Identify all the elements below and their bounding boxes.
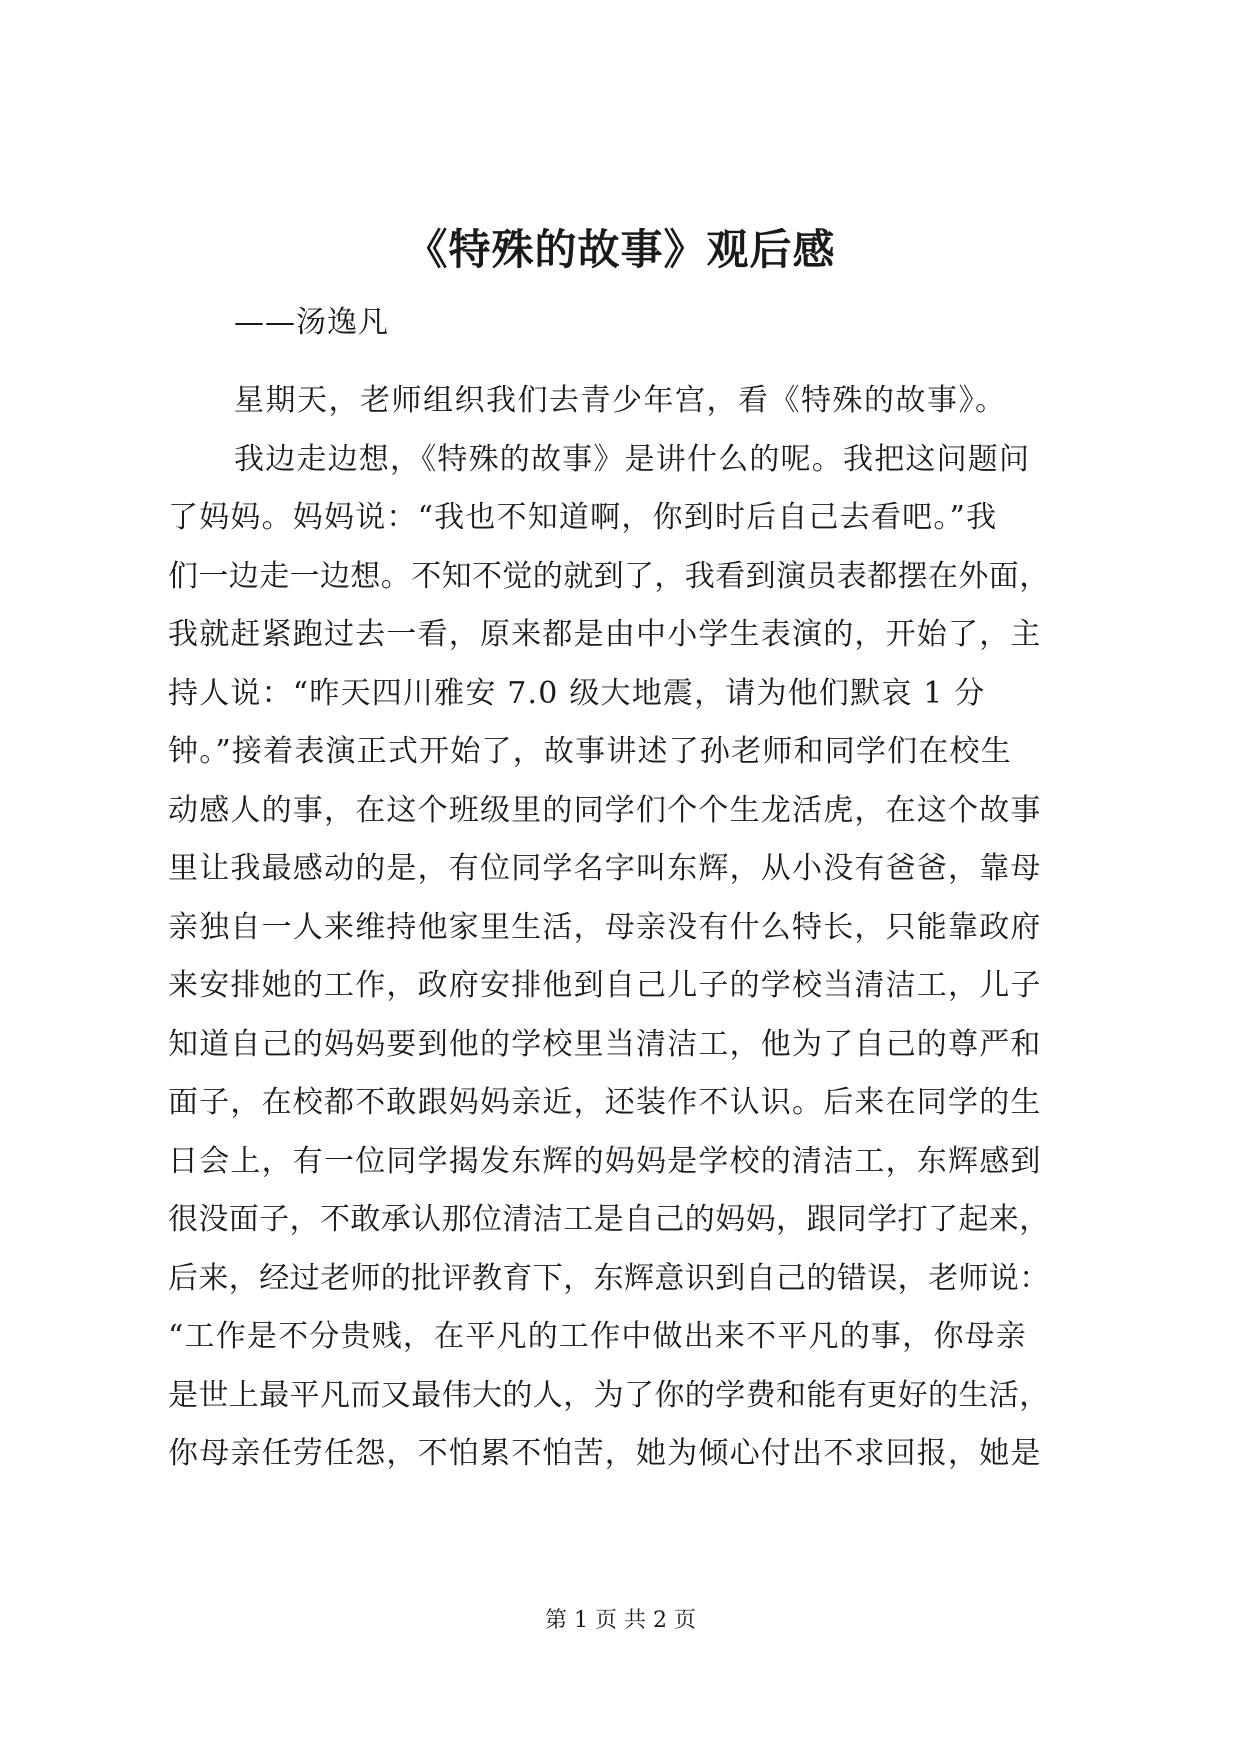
- body-line-1: 星期天，老师组织我们去青少年宫，看《特殊的故事》。: [234, 383, 1007, 418]
- author-line: ——汤逸凡: [234, 305, 389, 340]
- body-line-13: 面子，在校都不敢跟妈妈亲近，还装作不认识。后来在同学的生: [168, 1085, 1042, 1120]
- body-line-17: “工作是不分贵贱，在平凡的工作中做出来不平凡的事，你母亲: [168, 1319, 1027, 1354]
- body-line-4: 们一边走一边想。不知不觉的就到了，我看到演员表都摆在外面，: [168, 559, 1050, 594]
- body-line-14: 日会上，有一位同学揭发东辉的妈妈是学校的清洁工，东辉感到: [168, 1144, 1042, 1179]
- body-line-12: 知道自己的妈妈要到他的学校里当清洁工，他为了自己的尊严和: [168, 1027, 1042, 1062]
- body-line-16: 后来，经过老师的批评教育下，东辉意识到自己的错误，老师说：: [168, 1261, 1050, 1296]
- body-line-6: 持人说：“昨天四川雅安 7.0 级大地震，请为他们默哀 1 分: [168, 676, 986, 711]
- body-line-2: 我边走边想，《特殊的故事》是讲什么的呢。我把这问题问: [234, 442, 1031, 477]
- body-line-10: 亲独自一人来维持他家里生活，母亲没有什么特长，只能靠政府: [168, 910, 1042, 945]
- page-footer: 第 1 页 共 2 页: [545, 1608, 696, 1633]
- body-line-18: 是世上最平凡而又最伟大的人，为了你的学费和能有更好的生活，: [168, 1378, 1050, 1413]
- body-line-9: 里让我最感动的是，有位同学名字叫东辉，从小没有爸爸，靠母: [168, 851, 1042, 886]
- body-line-15: 很没面子，不敢承认那位清洁工是自己的妈妈，跟同学打了起来，: [168, 1202, 1050, 1237]
- body-line-11: 来安排她的工作，政府安排他到自己儿子的学校当清洁工，儿子: [168, 968, 1042, 1003]
- body-line-19: 你母亲任劳任怨，不怕累不怕苦，她为倾心付出不求回报，她是: [168, 1436, 1042, 1471]
- document-title: 《特殊的故事》观后感: [405, 225, 836, 274]
- body-line-3: 了妈妈。妈妈说：“我也不知道啊，你到时后自己去看吧。”我: [168, 500, 998, 535]
- body-line-7: 钟。”接着表演正式开始了，故事讲述了孙老师和同学们在校生: [168, 734, 1012, 769]
- body-line-5: 我就赶紧跑过去一看，原来都是由中小学生表演的，开始了，主: [168, 617, 1042, 652]
- body-line-8: 动感人的事，在这个班级里的同学们个个生龙活虎，在这个故事: [168, 793, 1042, 828]
